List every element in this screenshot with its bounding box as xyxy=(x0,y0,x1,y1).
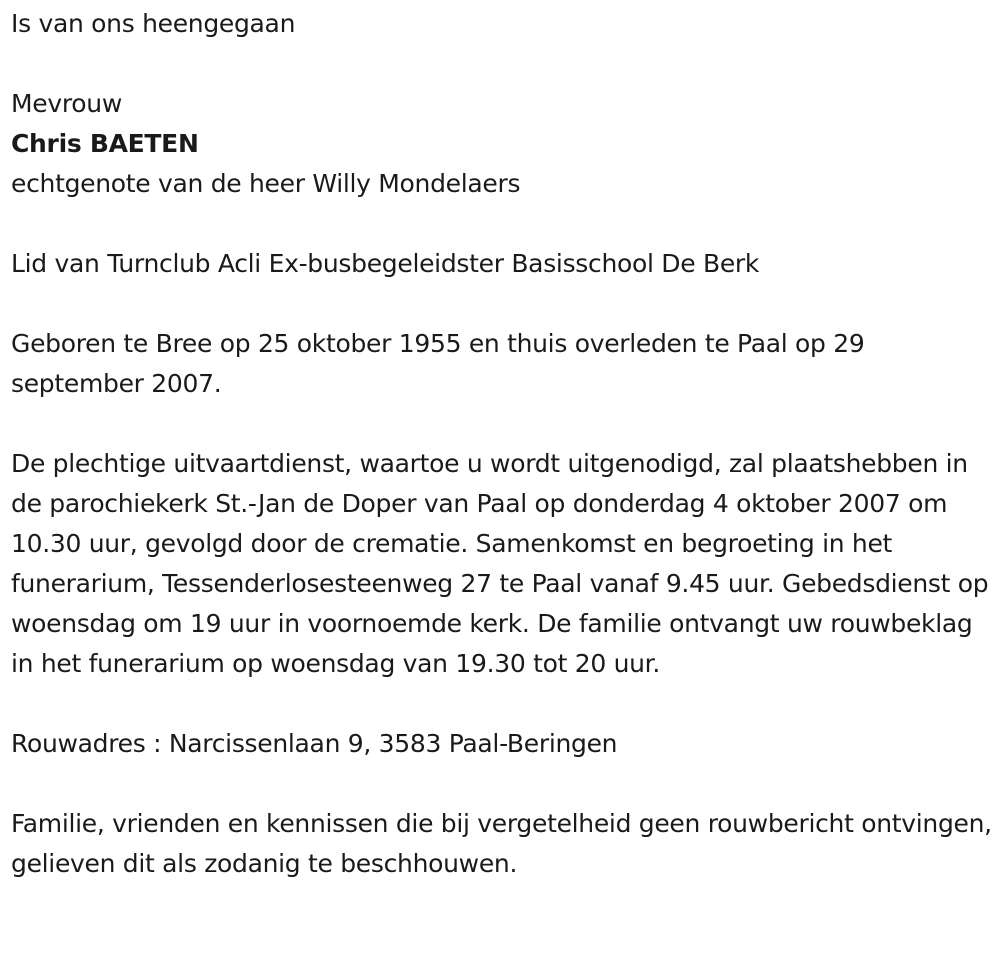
address-text: Rouwadres : Narcissenlaan 9, 3583 Paal-Beringen xyxy=(11,729,618,758)
salutation-text: Mevrouw xyxy=(11,89,122,118)
membership-text: Lid van Turnclub Acli Ex-busbegeleidster Basisschool De Berk xyxy=(11,249,760,278)
spacer xyxy=(11,404,996,444)
spouse-text: echtgenote van de heer Willy Mondelaers xyxy=(11,169,521,198)
death-notice xyxy=(11,4,996,884)
closing-text: Familie, vrienden en kennissen die bij vergetelheid geen rouwbericht ontvingen, gelieven dit als zodanig te beschhouwen. xyxy=(11,809,992,878)
ceremony-text: De plechtige uitvaartdienst, waartoe u wordt uitgenodigd, zal plaatshebben in de parochiekerk St.-Jan de Doper van Paal op donderdag 4 oktober 2007 om 10.30 uur, gevolgd door de crematie. Samenkomst en begroeting in het funerarium, Tessenderlosesteenweg 27 te Paal vanaf 9.45 uur. Gebedsdienst op woensdag om 19 uur in voornoemde kerk. De familie ontvangt uw rouwbeklag in het funerarium op woensdag van 19.30 tot 20 uur. xyxy=(11,449,989,678)
spacer xyxy=(11,684,996,724)
spacer xyxy=(11,204,996,244)
spacer xyxy=(11,44,996,84)
intro-text: Is van ons heengegaan xyxy=(11,9,296,38)
birth-death-text: Geboren te Bree op 25 oktober 1955 en thuis overleden te Paal op 29 september 2007. xyxy=(11,329,865,398)
deceased-name: Chris BAETEN xyxy=(11,129,199,158)
spacer xyxy=(11,284,996,324)
spacer xyxy=(11,764,996,804)
